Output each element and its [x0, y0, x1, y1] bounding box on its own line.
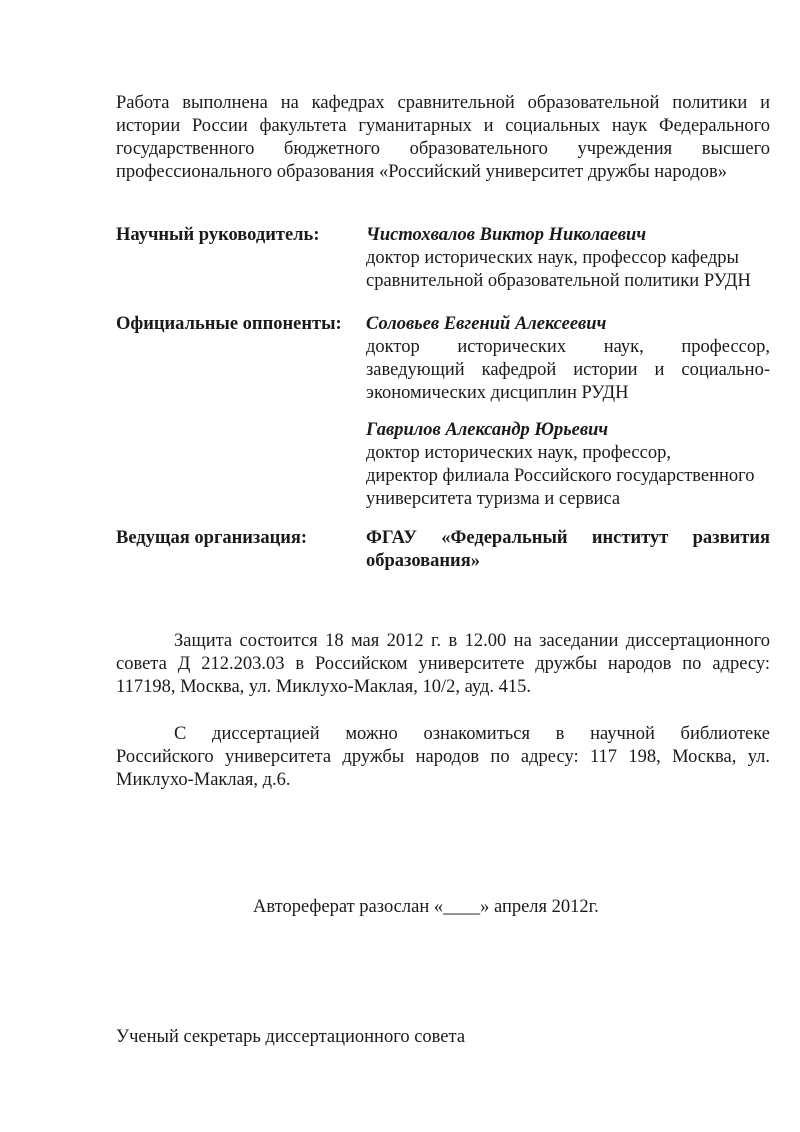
supervisor-line-1: доктор исторических наук, профессор кафедры [366, 248, 739, 268]
library-line-2: Российского университета дружбы народов по адресу: 117 198, Москва, ул. [116, 747, 770, 767]
intro-paragraph [116, 92, 770, 184]
opponent-2-line-2: директор филиала Российского государственного [366, 466, 755, 486]
defense-line-1: Защита состоится 18 мая 2012 г. в 12.00 на заседании диссертационного [174, 631, 770, 651]
intro-line-2: истории России факультета гуманитарных и социальных наук Федерального [116, 116, 770, 136]
supervisor-name: Чистохвалов Виктор Николаевич [366, 225, 647, 245]
supervisor-details [366, 224, 770, 293]
defense-line-2: совета Д 212.203.03 в Российском университете дружбы народов по адресу: [116, 654, 770, 674]
opponent-1-details [366, 313, 770, 405]
defense-line-3: 117198, Москва, ул. Миклухо-Маклая, 10/2, ауд. 415. [116, 677, 531, 697]
opponent-1-line-1: доктор исторических наук, профессор, [366, 337, 770, 357]
opponent-2-details [366, 419, 770, 511]
library-paragraph [116, 723, 770, 792]
lead-org-line-1: ФГАУ «Федеральный институт развития [366, 528, 770, 548]
intro-line-1: Работа выполнена на кафедрах сравнительной образовательной политики и [116, 93, 770, 113]
intro-line-3: государственного бюджетного образовательного учреждения высшего [116, 139, 770, 159]
lead-org-label: Ведущая организация: [116, 528, 308, 548]
intro-line-4: профессионального образования «Российский университет дружбы народов» [116, 162, 727, 182]
supervisor-label: Научный руководитель: [116, 225, 320, 245]
opponent-2-name: Гаврилов Александр Юрьевич [366, 420, 609, 440]
library-line-3: Миклухо-Маклая, д.6. [116, 770, 291, 790]
opponent-2-line-1: доктор исторических наук, профессор, [366, 443, 671, 463]
secretary-line: Ученый секретарь диссертационного совета [116, 1027, 466, 1047]
supervisor-line-2: сравнительной образовательной политики РУДН [366, 271, 751, 291]
opponent-1-line-2: заведующий кафедрой истории и социально- [366, 360, 770, 380]
opponent-1-line-3: экономических дисциплин РУДН [366, 383, 629, 403]
library-line-1: С диссертацией можно ознакомиться в научной библиотеке [174, 724, 770, 744]
mailing-date: Автореферат разослан «____» апреля 2012г. [253, 897, 599, 917]
opponent-2-line-3: университета туризма и сервиса [366, 489, 621, 509]
defense-paragraph [116, 630, 770, 699]
lead-org-line-2: образования» [366, 551, 480, 571]
opponent-1-name: Соловьев Евгений Алексеевич [366, 314, 607, 334]
lead-org-details [366, 527, 770, 573]
opponents-label: Официальные оппоненты: [116, 314, 342, 334]
